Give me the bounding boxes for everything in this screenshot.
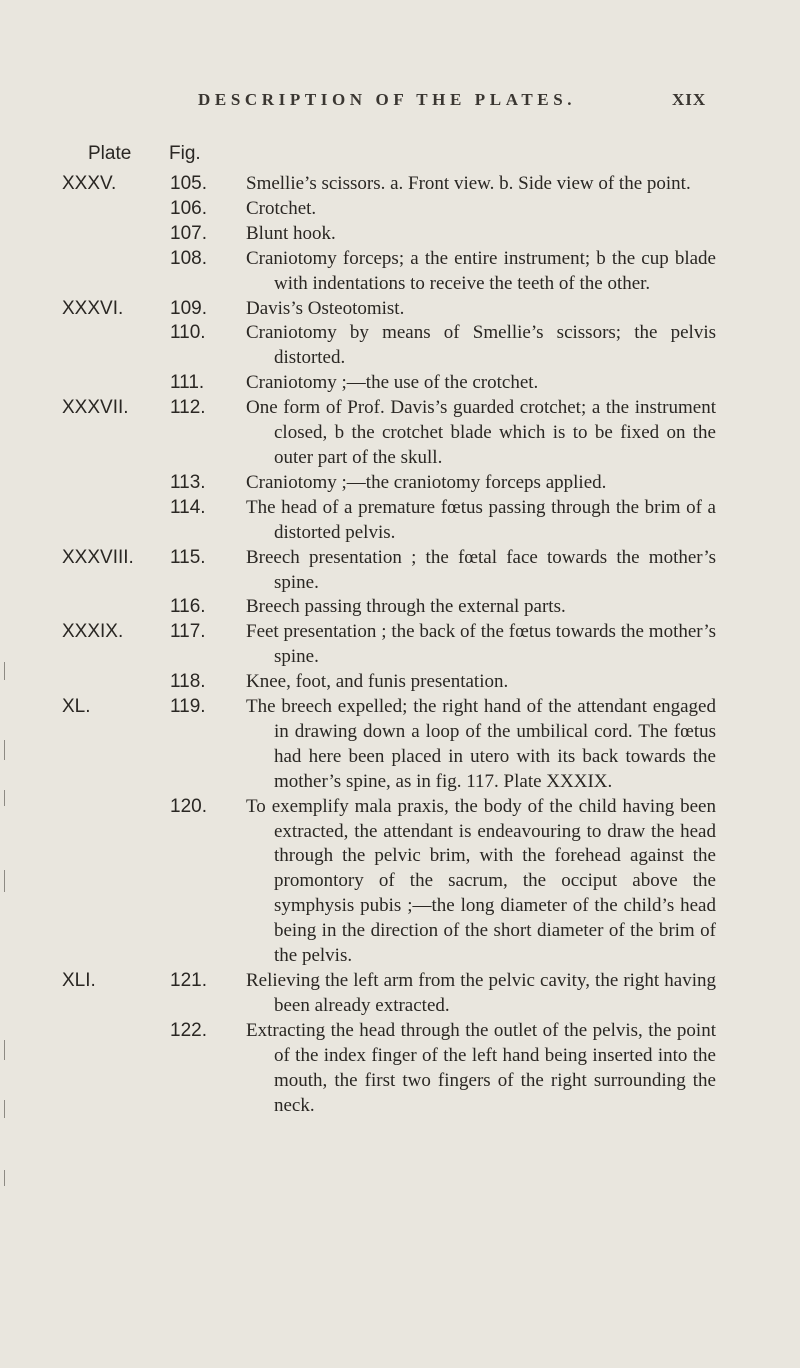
plate-entry [0,371,800,396]
plate-entry [0,969,800,1019]
plate-entry [0,396,800,471]
plate-number: XXXV. [62,173,117,194]
plate-number: XL. [62,696,91,718]
figure-description: Knee, foot, and funis presentation. [246,671,509,693]
figure-description: Smellie’s scissors. a. Front view. b. Side view of the point. [246,173,691,194]
figure-number: 109. [170,297,207,319]
plate-entry [0,595,800,620]
plate-number: XXXVI. [62,297,124,319]
figure-number: 107. [170,222,207,244]
figure-number: 117. [170,621,206,643]
running-head [0,90,800,114]
page-number: XIX [672,90,707,109]
fig-column-header: Fig. [169,143,201,164]
plate-entry [0,795,800,969]
figure-description: The breech expelled; the right hand of the attendant engaged in drawing down a loop of the umbilical cord. The fœtus had here been placed in utero with its back towards the mother’s spine, as in fig. 117. Plate XXXIX. [246,696,716,792]
plate-number: XXXVII. [62,397,129,419]
plate-entry [0,297,800,322]
figure-number: 112. [170,397,206,419]
figure-description: To exemplify mala praxis, the body of the child having been extracted, the attendant is endeavouring to draw the head through the pelvic brim, with the forehead against the promontory of the sacrum, the occiput above the symphysis pubis ;—the long diameter of the child’s head being in the direction of the short diameter of the brim of the pelvis. [246,795,716,967]
figure-description: Davis’s Osteotomist. [246,297,405,319]
figure-description: Extracting the head through the outlet of the pelvis, the point of the index finger of the left hand being inserted into the mouth, the first two fingers of the right surrounding the neck. [246,1019,716,1116]
plate-column-header: Plate [88,143,132,164]
plate-entry [0,172,800,197]
figure-number: 115. [170,546,206,568]
figure-number: 108. [170,247,207,269]
plate-entry [0,222,800,247]
figure-number: 111. [170,372,205,394]
figure-description: Breech passing through the external parts. [246,596,566,618]
figure-description: One form of Prof. Davis’s guarded crotchet; a the instrument closed, b the crotchet blade which is to be fixed on the outer part of the skull. [246,397,716,468]
plate-entry [0,496,800,546]
figure-number: 121. [170,970,207,991]
plate-number: XXXVIII. [62,546,134,568]
figure-number: 113. [170,471,206,493]
plate-entry [0,546,800,596]
running-head-title: DESCRIPTION OF THE PLATES. [198,90,577,109]
figure-description: Craniotomy ;—the craniotomy forceps applied. [246,471,607,493]
figure-description: Relieving the left arm from the pelvic cavity, the right having been already extracted. [246,970,716,1016]
figure-number: 106. [170,197,207,219]
plate-entry [0,197,800,222]
plate-number: XLI. [62,970,96,991]
figure-description: The head of a premature fœtus passing through the brim of a distorted pelvis. [246,496,716,543]
figure-number: 114. [170,496,206,518]
plate-entry [0,321,800,371]
figure-number: 120. [170,795,207,817]
plates-list [0,172,800,1118]
figure-number: 105. [170,173,207,194]
plate-entry [0,670,800,695]
figure-description: Craniotomy forceps; a the entire instrument; b the cup blade with indentations to receive the teeth of the other. [246,247,716,294]
plate-entry [0,1019,800,1119]
plate-entry [0,620,800,670]
figure-number: 122. [170,1019,207,1041]
plate-entry [0,695,800,795]
figure-description: Feet presentation ; the back of the fœtus towards the mother’s spine. [246,621,716,668]
figure-number: 116. [170,596,206,618]
plate-entry [0,247,800,297]
figure-description: Crotchet. [246,197,317,219]
figure-description: Craniotomy by means of Smellie’s scissors; the pelvis distorted. [246,322,716,369]
figure-description: Blunt hook. [246,222,336,244]
figure-number: 119. [170,696,206,718]
figure-number: 110. [170,322,206,344]
figure-description: Breech presentation ; the fœtal face towards the mother’s spine. [246,546,716,593]
figure-description: Craniotomy ;—the use of the crotchet. [246,372,539,394]
plate-entry [0,471,800,496]
column-headers [0,143,800,169]
figure-number: 118. [170,671,206,693]
plate-number: XXXIX. [62,621,124,643]
